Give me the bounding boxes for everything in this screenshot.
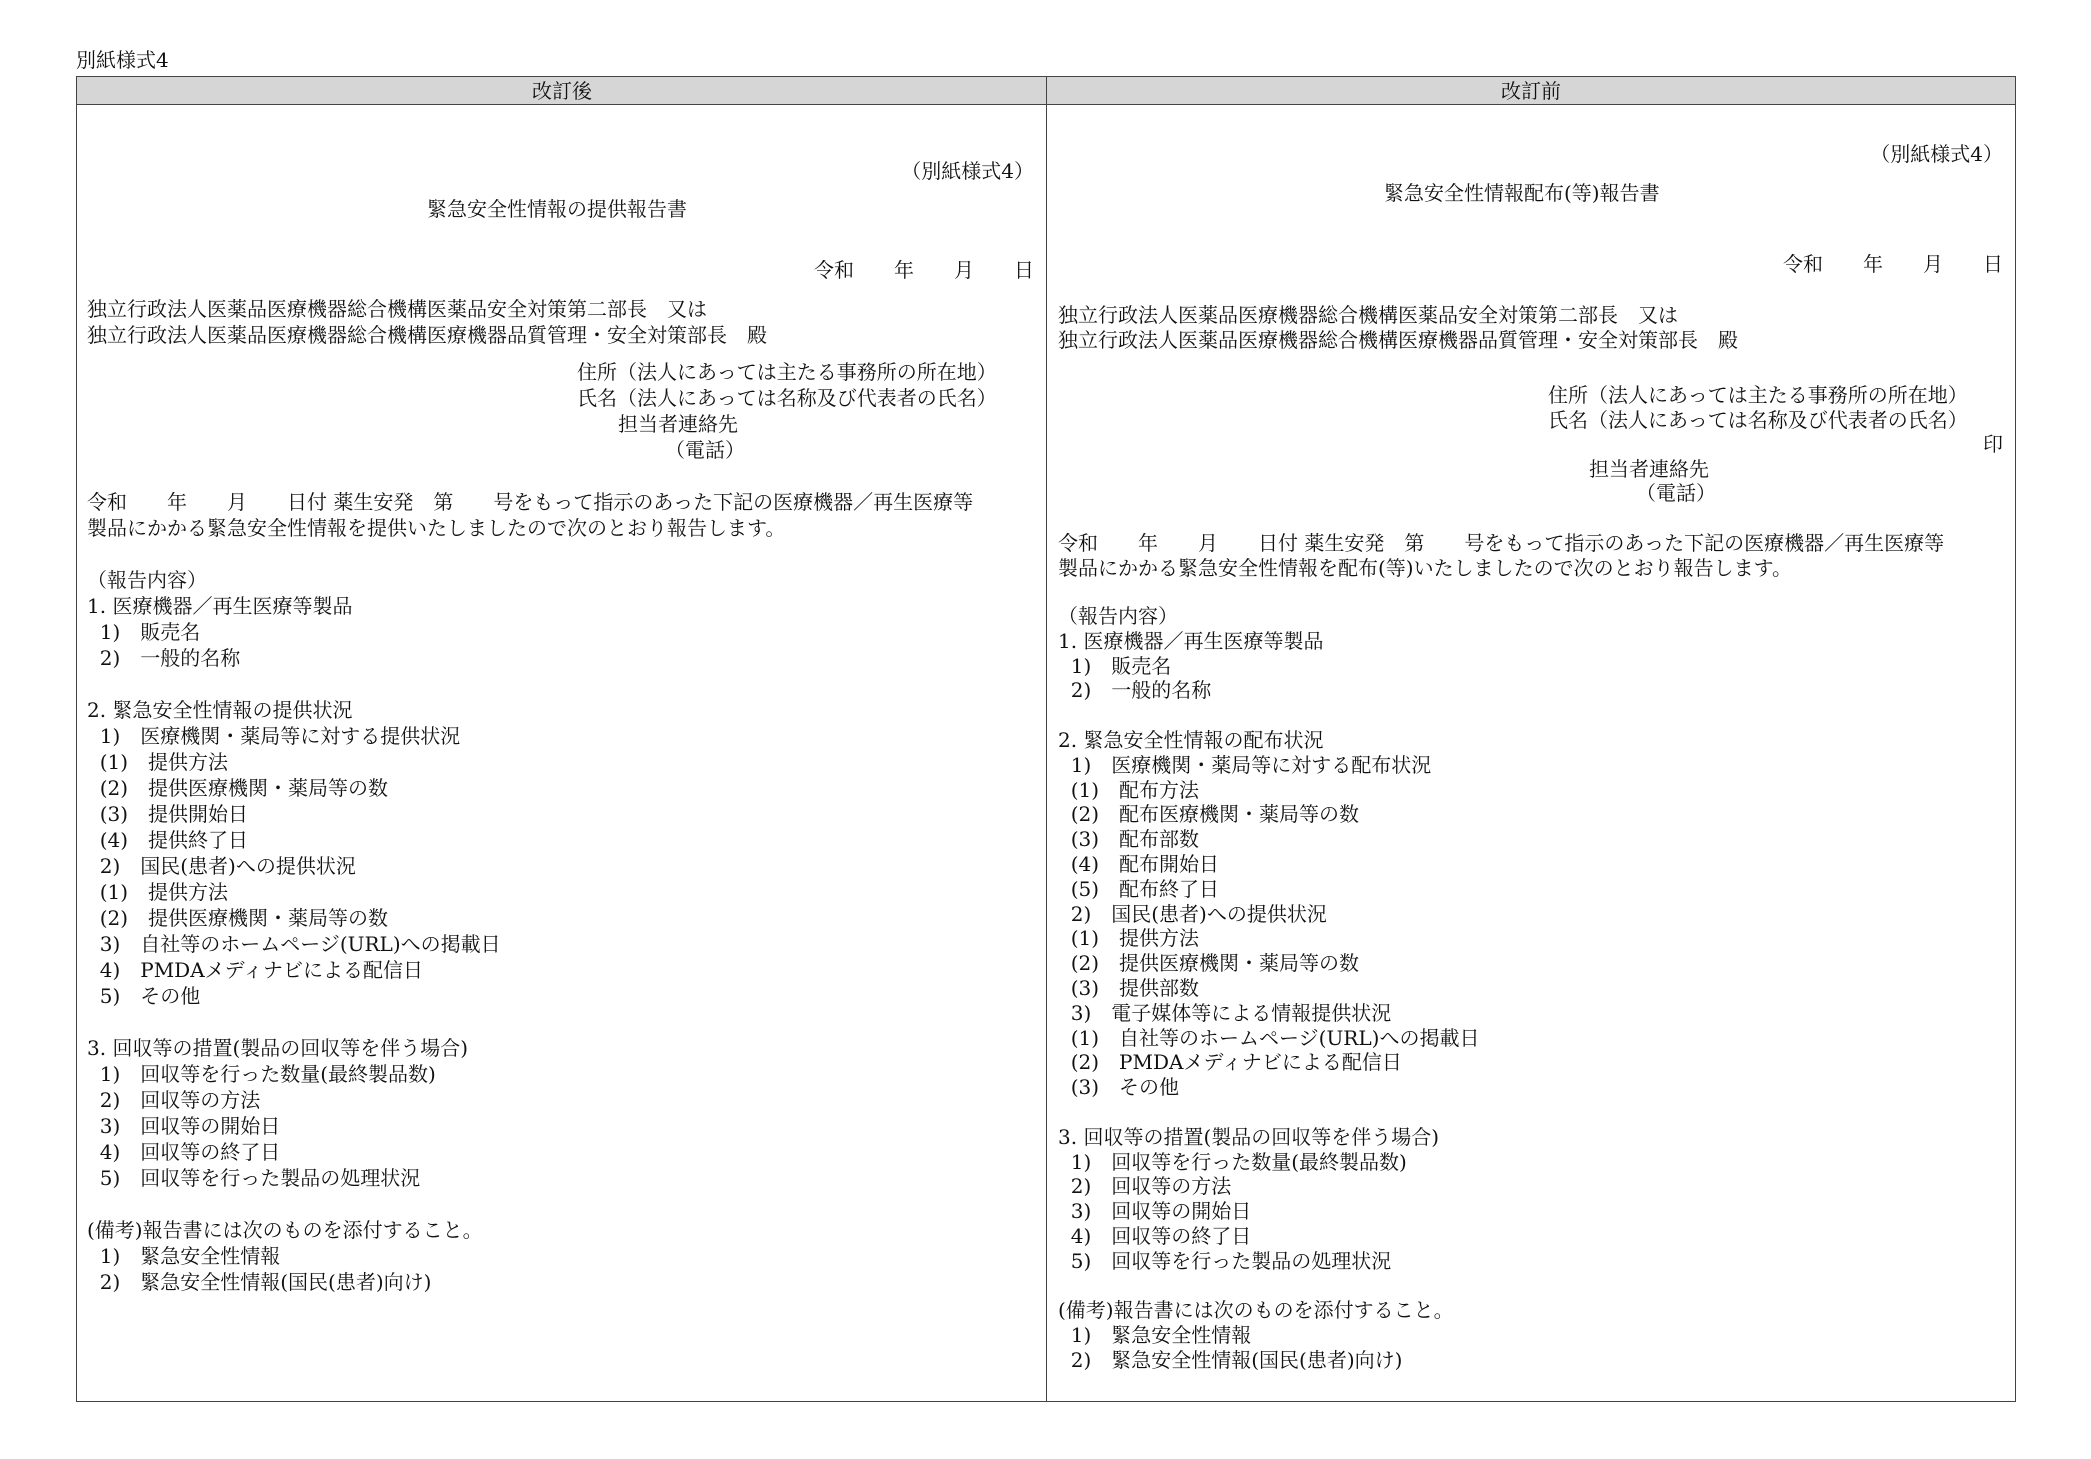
list-item: (3) その他 xyxy=(1058,1075,1180,1100)
list-item: 1. 医療機器／再生医療等製品 xyxy=(87,594,353,618)
contact-tel: （電話） xyxy=(1636,481,1716,505)
header-before: 改訂前 xyxy=(1047,77,2015,105)
addressee-line-2: 独立行政法人医薬品医療機器総合機構医療機器品質管理・安全対策部長 殿 xyxy=(1058,328,1738,352)
contact-tel: （電話） xyxy=(665,438,745,462)
list-item: 1) 回収等を行った数量(最終製品数) xyxy=(1058,1149,1407,1174)
list-item: （報告内容） xyxy=(1058,604,1178,628)
list-item: 1) 医療機関・薬局等に対する配布状況 xyxy=(1058,752,1432,777)
document-label: 別紙様式4 xyxy=(76,48,169,72)
sender-name: 氏名（法人にあっては名称及び代表者の氏名） xyxy=(1548,408,1968,432)
sender-address: 住所（法人にあっては主たる事務所の所在地） xyxy=(577,360,997,384)
list-item: 4) PMDAメディナビによる配信日 xyxy=(87,958,424,982)
list-item: 3) 回収等の開始日 xyxy=(1058,1199,1252,1224)
list-item: 3. 回収等の措置(製品の回収等を伴う場合) xyxy=(87,1036,469,1060)
list-item: 2. 緊急安全性情報の配布状況 xyxy=(1058,728,1324,752)
list-item: (2) 配布医療機関・薬局等の数 xyxy=(1058,802,1360,827)
list-item: 2. 緊急安全性情報の提供状況 xyxy=(87,698,353,722)
comparison-table xyxy=(76,76,2016,1402)
list-item: 3) 自社等のホームページ(URL)への掲載日 xyxy=(87,932,501,956)
addressee-line-1: 独立行政法人医薬品医療機器総合機構医薬品安全対策第二部長 又は xyxy=(1058,303,1678,327)
contact-person: 担当者連絡先 xyxy=(1589,457,1709,481)
form-title: 緊急安全性情報配布(等)報告書 xyxy=(1384,181,1660,205)
list-item: 1) 販売名 xyxy=(1058,653,1172,678)
body-text-line-1: 令和 年 月 日付 薬生安発 第 号をもって指示のあった下記の医療機器／再生医療等 xyxy=(1058,531,1945,555)
list-item: 3) 回収等の開始日 xyxy=(87,1114,281,1138)
list-item: (2) PMDAメディナビによる配信日 xyxy=(1058,1050,1402,1075)
list-item: (4) 提供終了日 xyxy=(87,828,249,852)
list-item: (2) 提供医療機関・薬局等の数 xyxy=(87,776,389,800)
seal-mark: 印 xyxy=(1983,432,2003,456)
list-item: 2) 一般的名称 xyxy=(87,646,241,670)
list-item: （報告内容） xyxy=(87,568,207,592)
form-number: （別紙様式4） xyxy=(901,159,1034,183)
list-item: (備考)報告書には次のものを添付すること。 xyxy=(1058,1298,1454,1323)
list-item: 3. 回収等の措置(製品の回収等を伴う場合) xyxy=(1058,1124,1440,1149)
list-item: 2) 国民(患者)への提供状況 xyxy=(1058,901,1327,926)
addressee-line-2: 独立行政法人医薬品医療機器総合機構医療機器品質管理・安全対策部長 殿 xyxy=(87,323,767,347)
list-item: 2) 回収等の方法 xyxy=(87,1088,261,1112)
report-date: 令和 年 月 日 xyxy=(814,258,1034,282)
list-item: 2) 緊急安全性情報(国民(患者)向け) xyxy=(1058,1348,1403,1372)
list-item: 1) 回収等を行った数量(最終製品数) xyxy=(87,1062,436,1086)
body-text-line-1: 令和 年 月 日付 薬生安発 第 号をもって指示のあった下記の医療機器／再生医療等 xyxy=(87,490,974,514)
list-item: 2) 国民(患者)への提供状況 xyxy=(87,854,356,878)
list-item: (3) 配布部数 xyxy=(1058,827,1200,852)
form-number: （別紙様式4） xyxy=(1870,142,2003,166)
contact-person: 担当者連絡先 xyxy=(618,412,738,436)
report-date: 令和 年 月 日 xyxy=(1783,252,2003,276)
sender-name: 氏名（法人にあっては名称及び代表者の氏名） xyxy=(577,386,997,410)
list-item: 3) 電子媒体等による情報提供状況 xyxy=(1058,1000,1392,1025)
list-item: (2) 提供医療機関・薬局等の数 xyxy=(87,906,389,930)
list-item: 1) 緊急安全性情報 xyxy=(87,1244,281,1268)
list-item: (1) 提供方法 xyxy=(87,750,229,774)
after-column xyxy=(77,105,1046,1401)
list-item: (1) 配布方法 xyxy=(1058,777,1200,802)
list-item: (1) 提供方法 xyxy=(1058,926,1200,951)
list-item: 4) 回収等の終了日 xyxy=(1058,1224,1252,1248)
list-item: 2) 一般的名称 xyxy=(1058,678,1212,703)
list-item: 5) 回収等を行った製品の処理状況 xyxy=(1058,1248,1392,1273)
list-item: 1) 医療機関・薬局等に対する提供状況 xyxy=(87,724,461,748)
list-item: 5) 回収等を行った製品の処理状況 xyxy=(87,1166,421,1190)
list-item: 1) 販売名 xyxy=(87,620,201,644)
list-item: 5) その他 xyxy=(87,984,201,1008)
list-item: (2) 提供医療機関・薬局等の数 xyxy=(1058,951,1360,976)
list-item: (3) 提供部数 xyxy=(1058,976,1200,1000)
list-item: 1) 緊急安全性情報 xyxy=(1058,1323,1252,1348)
addressee-line-1: 独立行政法人医薬品医療機器総合機構医薬品安全対策第二部長 又は xyxy=(87,297,707,321)
list-item: (1) 提供方法 xyxy=(87,880,229,904)
column-divider xyxy=(1046,77,1047,1401)
header-after: 改訂後 xyxy=(77,77,1047,105)
body-text-line-2: 製品にかかる緊急安全性情報を配布(等)いたしましたので次のとおり報告します。 xyxy=(1058,556,1793,580)
list-item: (5) 配布終了日 xyxy=(1058,876,1220,901)
before-column xyxy=(1048,105,2015,1401)
list-item: (4) 配布開始日 xyxy=(1058,852,1220,876)
list-item: 2) 緊急安全性情報(国民(患者)向け) xyxy=(87,1270,432,1294)
list-item: (備考)報告書には次のものを添付すること。 xyxy=(87,1218,483,1242)
list-item: (3) 提供開始日 xyxy=(87,802,249,826)
list-item: (1) 自社等のホームページ(URL)への掲載日 xyxy=(1058,1025,1480,1050)
form-title: 緊急安全性情報の提供報告書 xyxy=(427,197,687,221)
list-item: 4) 回収等の終了日 xyxy=(87,1140,281,1164)
sender-address: 住所（法人にあっては主たる事務所の所在地） xyxy=(1548,383,1968,407)
list-item: 2) 回収等の方法 xyxy=(1058,1174,1232,1199)
body-text-line-2: 製品にかかる緊急安全性情報を提供いたしましたので次のとおり報告します。 xyxy=(87,516,786,540)
list-item: 1. 医療機器／再生医療等製品 xyxy=(1058,628,1324,653)
